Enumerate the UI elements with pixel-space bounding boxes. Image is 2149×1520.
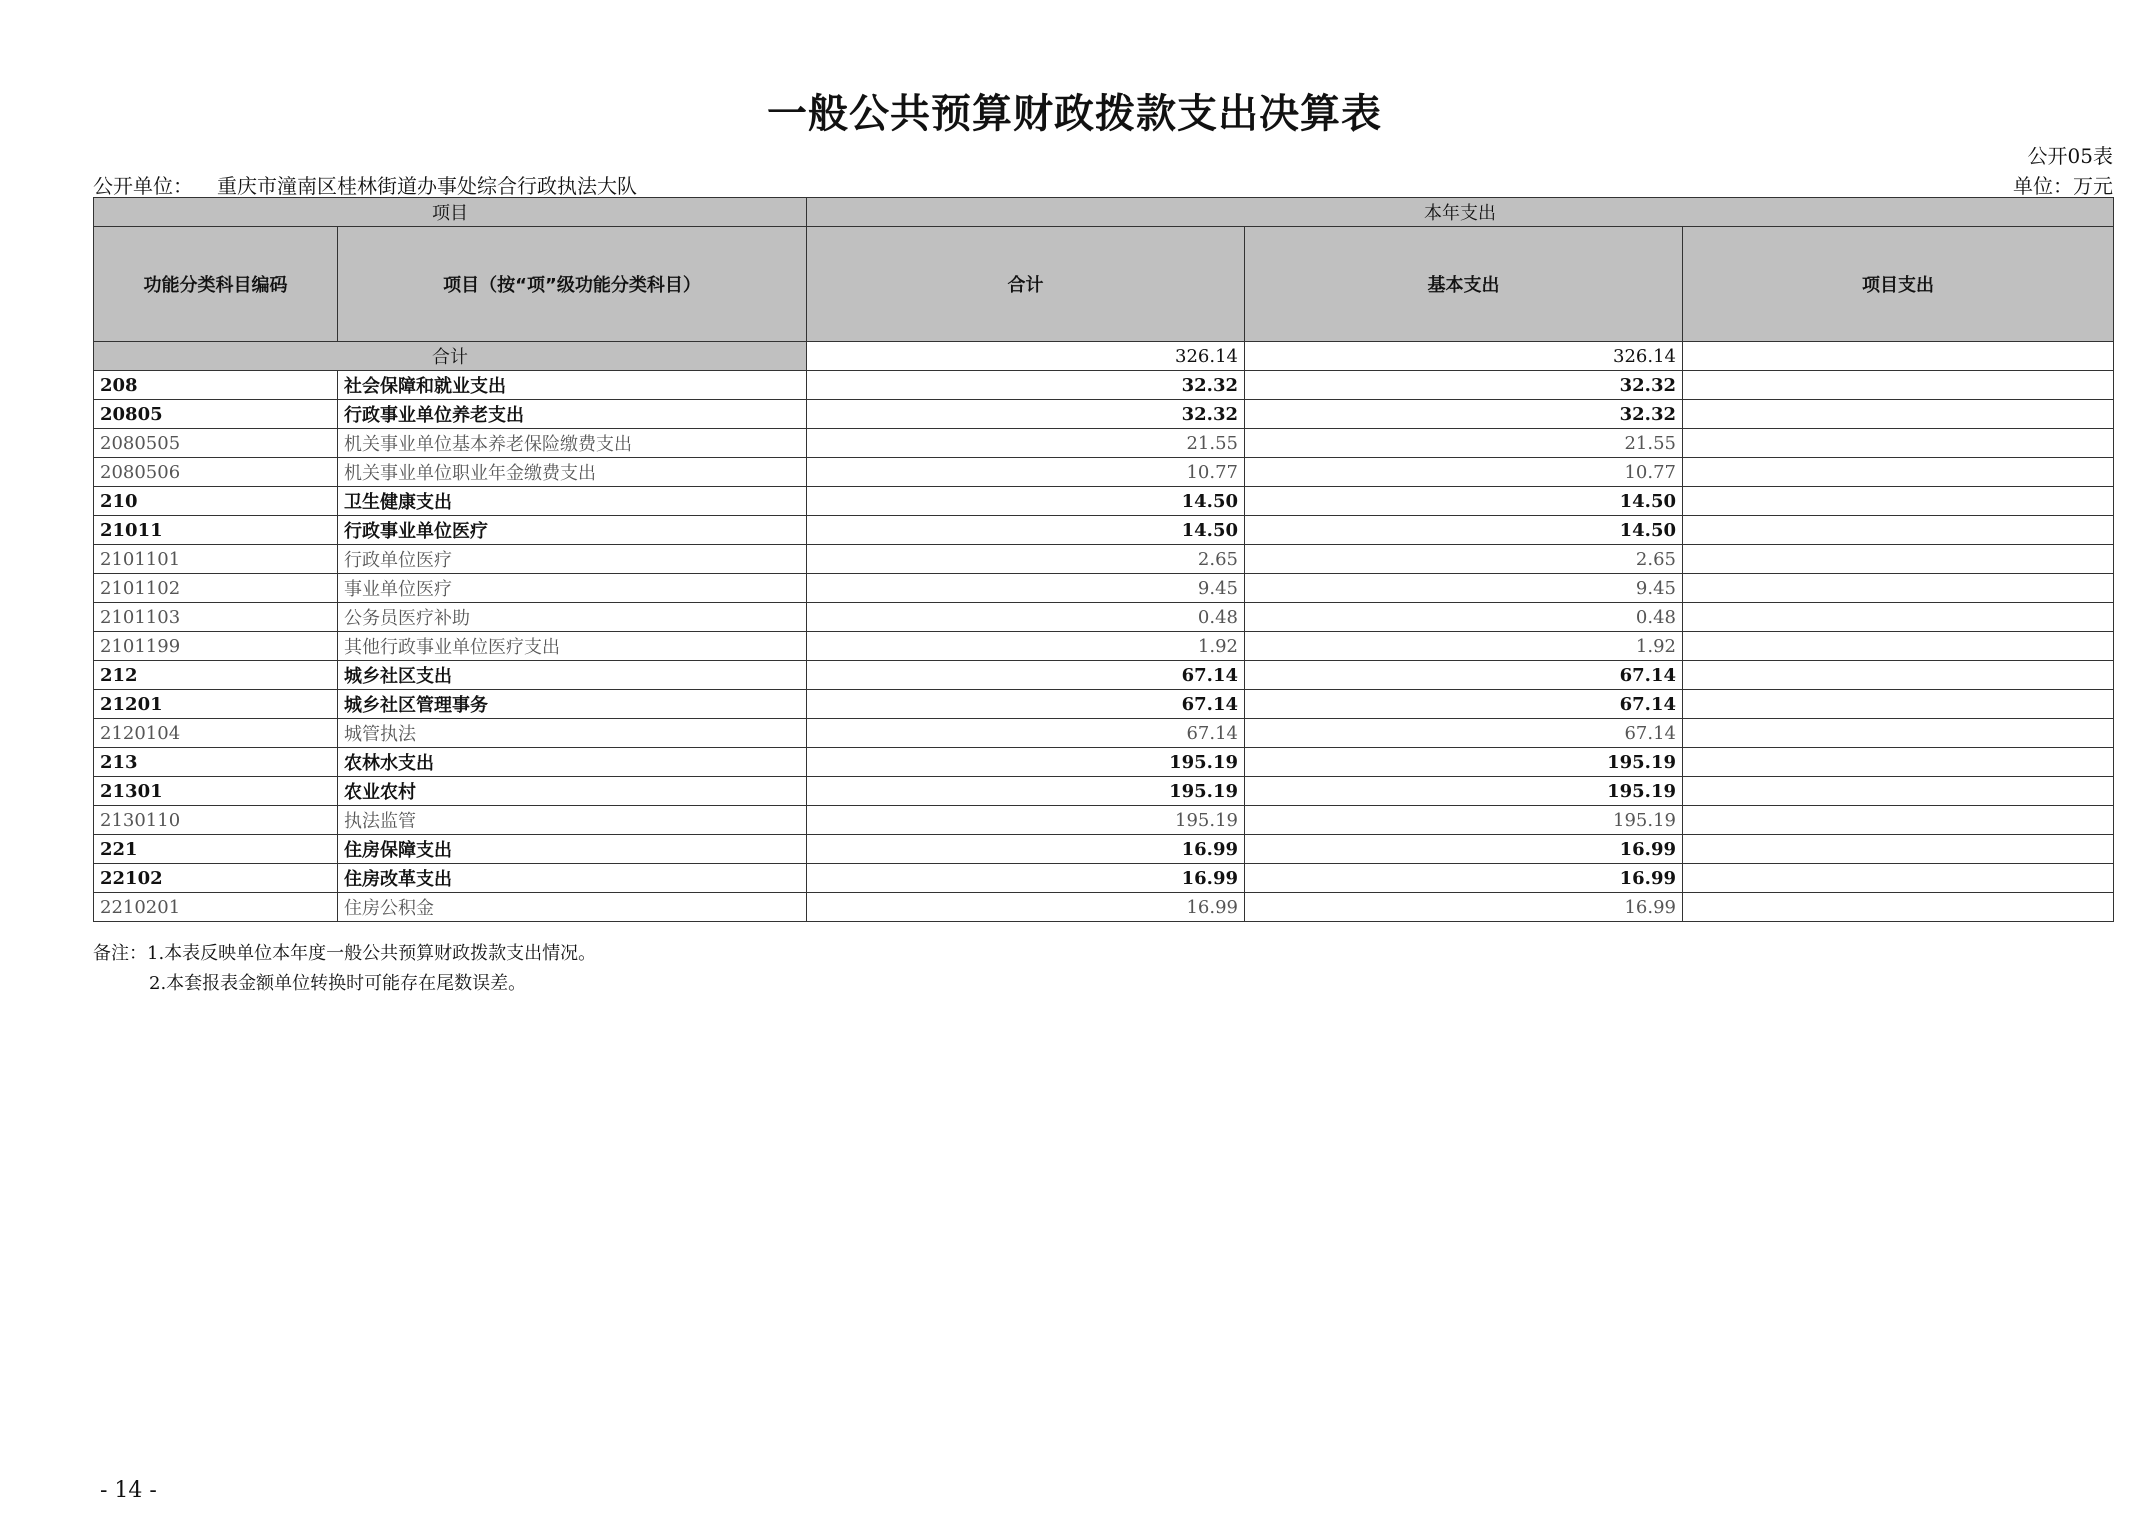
code-cell: 22102 xyxy=(94,864,338,893)
total-cell: 195.19 xyxy=(807,777,1245,806)
total-cell: 16.99 xyxy=(807,835,1245,864)
project-cell xyxy=(1683,429,2114,458)
table-row xyxy=(94,748,2114,777)
basic-cell: 16.99 xyxy=(1245,864,1683,893)
project-cell xyxy=(1683,777,2114,806)
code-cell: 2210201 xyxy=(94,893,338,922)
note-line-1: 备注：1.本表反映单位本年度一般公共预算财政拨款支出情况。 xyxy=(93,943,597,964)
header-project: 项目 xyxy=(94,198,807,227)
code-cell: 221 xyxy=(94,835,338,864)
header-year-expenditure: 本年支出 xyxy=(807,198,2114,227)
project-cell xyxy=(1683,400,2114,429)
code-cell: 21301 xyxy=(94,777,338,806)
project-cell xyxy=(1683,864,2114,893)
total-cell: 195.19 xyxy=(807,806,1245,835)
item-name-cell: 农业农村 xyxy=(338,777,807,806)
item-name-cell: 事业单位医疗 xyxy=(338,574,807,603)
project-cell xyxy=(1683,487,2114,516)
item-name-cell: 行政事业单位医疗 xyxy=(338,516,807,545)
code-cell: 2101103 xyxy=(94,603,338,632)
item-name-cell: 机关事业单位职业年金缴费支出 xyxy=(338,458,807,487)
basic-cell: 10.77 xyxy=(1245,458,1683,487)
table-row xyxy=(94,545,2114,574)
project-cell xyxy=(1683,835,2114,864)
basic-cell: 1.92 xyxy=(1245,632,1683,661)
total-cell: 21.55 xyxy=(807,429,1245,458)
table-row xyxy=(94,400,2114,429)
table-row xyxy=(94,603,2114,632)
code-cell: 2130110 xyxy=(94,806,338,835)
header-code: 功能分类科目编码 xyxy=(94,227,338,342)
basic-cell: 21.55 xyxy=(1245,429,1683,458)
total-cell: 16.99 xyxy=(807,893,1245,922)
table-row xyxy=(94,661,2114,690)
basic-cell: 9.45 xyxy=(1245,574,1683,603)
expenditure-table xyxy=(93,197,2114,922)
item-name-cell: 卫生健康支出 xyxy=(338,487,807,516)
basic-cell: 14.50 xyxy=(1245,487,1683,516)
notes xyxy=(93,939,596,999)
project-cell xyxy=(1683,632,2114,661)
code-cell: 2080505 xyxy=(94,429,338,458)
org-name: 重庆市潼南区桂林街道办事处综合行政执法大队 xyxy=(217,174,637,198)
table-row xyxy=(94,893,2114,922)
org-line xyxy=(93,170,637,199)
total-cell: 67.14 xyxy=(807,661,1245,690)
code-cell: 2080506 xyxy=(94,458,338,487)
item-name-cell: 公务员医疗补助 xyxy=(338,603,807,632)
table-row xyxy=(94,516,2114,545)
table-row xyxy=(94,690,2114,719)
total-cell: 326.14 xyxy=(807,342,1245,371)
code-cell: 210 xyxy=(94,487,338,516)
item-name-cell: 住房改革支出 xyxy=(338,864,807,893)
org-label: 公开单位： xyxy=(93,174,193,198)
table-row xyxy=(94,429,2114,458)
code-cell: 212 xyxy=(94,661,338,690)
total-row xyxy=(94,342,2114,371)
code-cell: 21201 xyxy=(94,690,338,719)
total-cell: 67.14 xyxy=(807,690,1245,719)
code-cell: 208 xyxy=(94,371,338,400)
project-cell xyxy=(1683,603,2114,632)
item-name-cell: 农林水支出 xyxy=(338,748,807,777)
basic-cell: 67.14 xyxy=(1245,690,1683,719)
header-basic: 基本支出 xyxy=(1245,227,1683,342)
table-row xyxy=(94,487,2114,516)
item-name-cell: 其他行政事业单位医疗支出 xyxy=(338,632,807,661)
table-row xyxy=(94,777,2114,806)
item-name-cell: 城乡社区支出 xyxy=(338,661,807,690)
code-cell: 2101199 xyxy=(94,632,338,661)
project-cell xyxy=(1683,748,2114,777)
total-cell: 10.77 xyxy=(807,458,1245,487)
basic-cell: 0.48 xyxy=(1245,603,1683,632)
basic-cell: 16.99 xyxy=(1245,835,1683,864)
item-name-cell: 执法监管 xyxy=(338,806,807,835)
header-project-expenditure: 项目支出 xyxy=(1683,227,2114,342)
total-cell: 32.32 xyxy=(807,400,1245,429)
total-cell: 9.45 xyxy=(807,574,1245,603)
note-line-2: 2.本套报表金额单位转换时可能存在尾数误差。 xyxy=(149,973,527,994)
item-name-cell: 行政单位医疗 xyxy=(338,545,807,574)
form-number: 公开05表 xyxy=(2027,144,2113,168)
project-cell xyxy=(1683,545,2114,574)
table-row xyxy=(94,458,2114,487)
basic-cell: 326.14 xyxy=(1245,342,1683,371)
table-row xyxy=(94,574,2114,603)
total-cell: 2.65 xyxy=(807,545,1245,574)
code-cell: 2101102 xyxy=(94,574,338,603)
page-title: 一般公共预算财政拨款支出决算表 xyxy=(767,91,1382,137)
code-cell: 2120104 xyxy=(94,719,338,748)
total-cell: 16.99 xyxy=(807,864,1245,893)
page-number: - 14 - xyxy=(100,1478,157,1503)
project-cell xyxy=(1683,371,2114,400)
basic-cell: 195.19 xyxy=(1245,806,1683,835)
project-cell xyxy=(1683,806,2114,835)
basic-cell: 2.65 xyxy=(1245,545,1683,574)
table-row xyxy=(94,719,2114,748)
project-cell xyxy=(1683,893,2114,922)
project-cell xyxy=(1683,516,2114,545)
header-item: 项目（按“项”级功能分类科目） xyxy=(338,227,807,342)
table-row xyxy=(94,371,2114,400)
total-cell: 1.92 xyxy=(807,632,1245,661)
basic-cell: 195.19 xyxy=(1245,748,1683,777)
project-cell xyxy=(1683,661,2114,690)
table-row xyxy=(94,632,2114,661)
basic-cell: 32.32 xyxy=(1245,371,1683,400)
basic-cell: 16.99 xyxy=(1245,893,1683,922)
item-name-cell: 行政事业单位养老支出 xyxy=(338,400,807,429)
item-name-cell: 住房公积金 xyxy=(338,893,807,922)
item-name-cell: 住房保障支出 xyxy=(338,835,807,864)
project-cell xyxy=(1683,719,2114,748)
total-cell: 195.19 xyxy=(807,748,1245,777)
project-cell xyxy=(1683,342,2114,371)
basic-cell: 32.32 xyxy=(1245,400,1683,429)
table-row xyxy=(94,835,2114,864)
table-row xyxy=(94,806,2114,835)
item-name-cell: 城管执法 xyxy=(338,719,807,748)
item-name-cell: 城乡社区管理事务 xyxy=(338,690,807,719)
item-name-cell: 机关事业单位基本养老保险缴费支出 xyxy=(338,429,807,458)
total-cell: 0.48 xyxy=(807,603,1245,632)
basic-cell: 67.14 xyxy=(1245,719,1683,748)
unit-label: 单位：万元 xyxy=(2013,174,2113,198)
project-cell xyxy=(1683,458,2114,487)
header-total: 合计 xyxy=(807,227,1245,342)
total-label: 合计 xyxy=(94,342,807,371)
basic-cell: 67.14 xyxy=(1245,661,1683,690)
table-row xyxy=(94,864,2114,893)
basic-cell: 195.19 xyxy=(1245,777,1683,806)
total-cell: 14.50 xyxy=(807,516,1245,545)
code-cell: 20805 xyxy=(94,400,338,429)
code-cell: 213 xyxy=(94,748,338,777)
basic-cell: 14.50 xyxy=(1245,516,1683,545)
code-cell: 21011 xyxy=(94,516,338,545)
total-cell: 67.14 xyxy=(807,719,1245,748)
item-name-cell: 社会保障和就业支出 xyxy=(338,371,807,400)
total-cell: 14.50 xyxy=(807,487,1245,516)
code-cell: 2101101 xyxy=(94,545,338,574)
project-cell xyxy=(1683,690,2114,719)
project-cell xyxy=(1683,574,2114,603)
total-cell: 32.32 xyxy=(807,371,1245,400)
